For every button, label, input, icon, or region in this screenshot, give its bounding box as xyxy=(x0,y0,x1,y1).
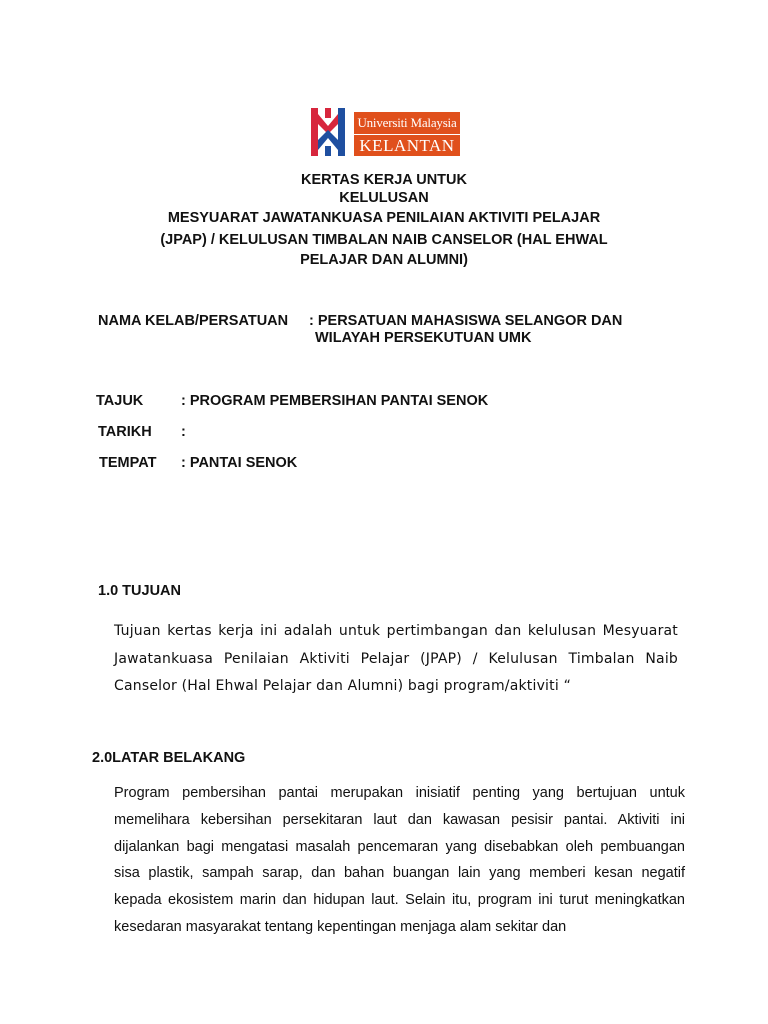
section2-heading: 2.0LATAR BELAKANG xyxy=(92,750,246,766)
tempat-label: TEMPAT xyxy=(99,455,157,471)
tajuk-value: : PROGRAM PEMBERSIHAN PANTAI SENOK xyxy=(181,393,489,409)
doc-title-line2: KELULUSAN xyxy=(339,190,429,206)
doc-title-line5: PELAJAR DAN ALUMNI) xyxy=(300,252,468,268)
logo-text-universiti: Universiti Malaysia xyxy=(354,112,460,134)
section1-paragraph: Tujuan kertas kerja ini adalah untuk pertimbangan dan kelulusan Mesyuarat Jawatankuasa Penilaian Aktiviti Pelajar (JPAP) / Kelulusan Timbalan Naib Canselor (Hal Ehwal Pelajar dan Alumni) bagi program/aktiviti “ xyxy=(114,623,678,694)
club-value-line1: : PERSATUAN MAHASISWA SELANGOR DAN xyxy=(309,313,623,329)
club-label: NAMA KELAB/PERSATUAN xyxy=(98,313,289,329)
umk-emblem-icon xyxy=(308,106,348,158)
doc-title-line1: KERTAS KERJA UNTUK xyxy=(301,172,467,188)
club-value-line2: WILAYAH PERSEKUTUAN UMK xyxy=(315,330,532,346)
section2-paragraph: Program pembersihan pantai merupakan inisiatif penting yang bertujuan untuk memelihara kebersihan persekitaran laut dan kawasan pesisir pantai. Aktiviti ini dijalankan bagi mengatasi masalah pencemaran yang disebabkan oleh pembuangan sisa plastik, sampah sarap, dan bahan buangan lain yang memberi kesan negatif kepada ekosistem marin dan hidupan laut. Selain itu, program ini turut meningkatkan kesedaran masyarakat tentang kepentingan menjaga alam sekitar dan xyxy=(114,785,685,935)
logo-text-kelantan: KELANTAN xyxy=(354,134,460,156)
university-logo xyxy=(308,106,460,158)
tarikh-value: : xyxy=(181,424,186,440)
tarikh-label: TARIKH xyxy=(98,424,152,440)
doc-title-line3: MESYUARAT JAWATANKUASA PENILAIAN AKTIVITI PELAJAR xyxy=(167,210,601,226)
doc-title-line4: (JPAP) / KELULUSAN TIMBALAN NAIB CANSELOR (HAL EHWAL xyxy=(160,232,608,248)
section1-heading: 1.0 TUJUAN xyxy=(98,583,181,599)
tajuk-label: TAJUK xyxy=(96,393,144,409)
tempat-value: : PANTAI SENOK xyxy=(181,455,298,471)
